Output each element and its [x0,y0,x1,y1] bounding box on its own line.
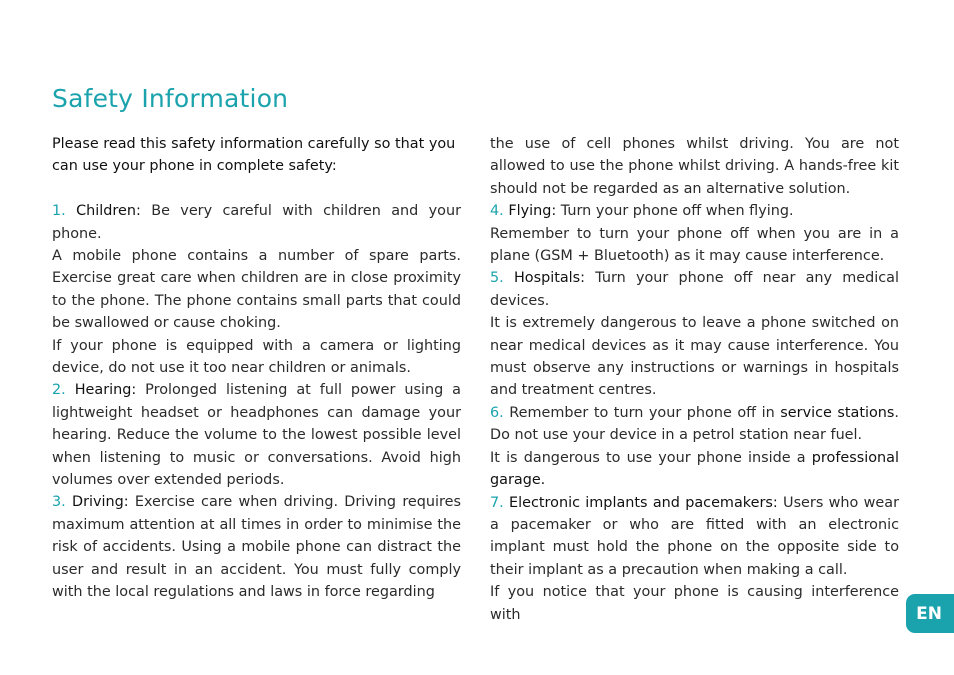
section-flying [490,200,899,222]
section-service-stations [490,402,899,447]
section-text: Exercise care when driving. Driving requires maximum attention at all times in order to minimise the risk of accidents. Using a mobile phone can distract the user and result in an accident. You must fully comply with the local regulations and laws in force regarding [52,494,461,601]
section-driving [52,491,461,603]
section-children [52,200,461,245]
section-number: 5. [490,270,514,287]
section-keyword: professional garage. [490,449,899,489]
right-column [490,133,899,626]
section-text: Prolonged listening at full power using a lightweight headset or headphones can damage your hearing. Reduce the volume to the lowest possible level when listening to music or conversations. Avoid high volumes over extended periods. [52,382,461,489]
section-text: . Do not use your device in a petrol station near fuel. [490,404,899,444]
implants-paragraph-2: If you notice that your phone is causing interference with [490,584,899,623]
section-number: 1. [52,203,77,220]
section-number: 4. [490,203,509,220]
section-text: Users who wear a pacemaker or who are fitted with an electronic implant must hold the phone on the opposite side to their implant as a precaution when making a call. [490,494,900,578]
language-tab: EN [906,594,954,633]
driving-continuation: the use of cell phones whilst driving. You are not allowed to use the phone whilst driving. A hands-free kit should not be regarded as an alternative solution. [490,136,899,197]
intro-paragraph: Please read this safety information carefully so that you can use your phone in complete safety: [52,136,456,175]
section-heading: Children: [76,203,141,220]
paragraph-spacer [52,178,461,200]
section-heading: Hearing: [74,382,137,399]
section-number: 6. [490,404,510,421]
section-text: Be very careful with children and your phone. [52,203,461,242]
section-number: 2. [52,382,75,399]
section-heading: Driving: [72,494,129,511]
children-paragraph-3: If your phone is equipped with a camera or lighting device, do not use it too near children or animals. [52,337,461,377]
section-text: Turn your phone off when flying. [556,203,794,220]
section-heading: Hospitals: [513,270,586,287]
section-hearing [52,379,461,491]
children-paragraph-2: A mobile phone contains a number of spare parts. Exercise great care when children are in close proximity to the phone. The phone contains small parts that could be swallowed or cause choking. [52,248,461,332]
page-title: Safety Information [52,84,289,113]
hospitals-paragraph-2: It is extremely dangerous to leave a phone switched on near medical devices as it may cause interference. You must observe any instructions or warnings in hospitals and treatment centres. [490,315,899,399]
section-text: Turn your phone off near any medical devices. [490,270,899,309]
section-heading: Flying: [508,203,557,220]
section-hospitals [490,267,899,312]
service-stations-paragraph-2 [490,447,899,492]
section-keyword: service stations [780,404,895,421]
flying-paragraph-2: Remember to turn your phone off when you are in a plane (GSM + Bluetooth) as it may cause interference. [490,225,899,265]
section-number: 7. [490,494,510,511]
section-text: Remember to turn your phone off in [509,404,781,421]
section-implants [490,492,899,582]
section-text: It is dangerous to use your phone inside a [490,449,812,466]
section-heading: Electronic implants and pacemakers: [509,494,778,511]
section-number: 3. [52,494,72,511]
left-column [52,133,461,604]
